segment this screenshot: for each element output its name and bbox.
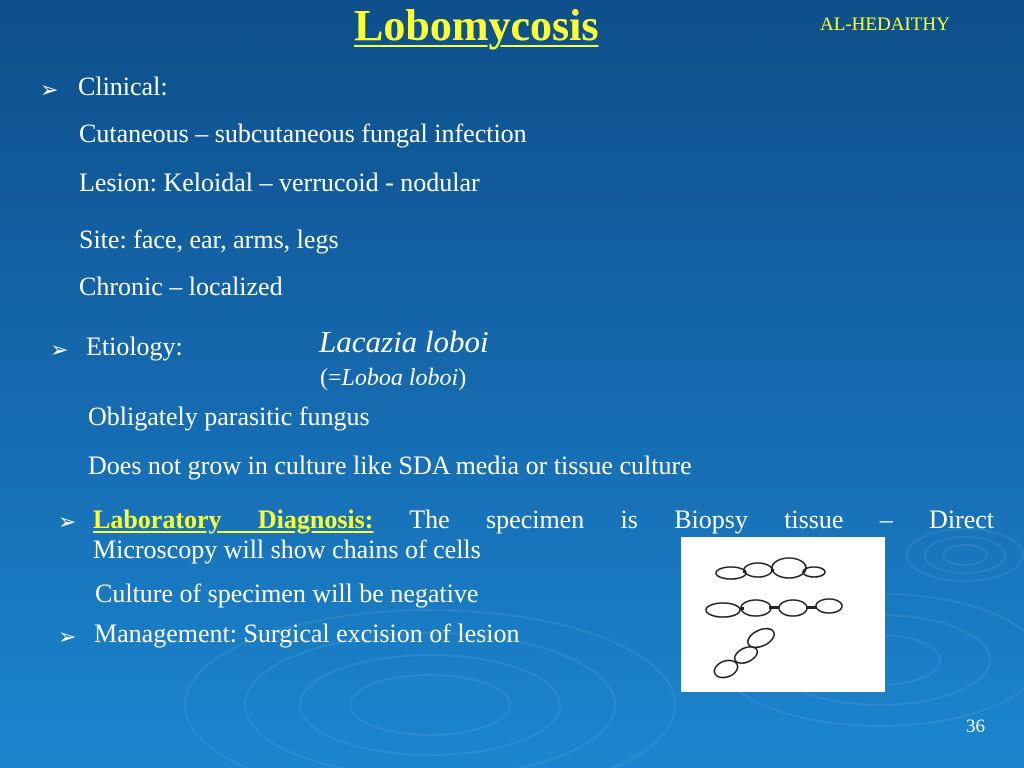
bullet-arrow-icon: ➢ (40, 77, 59, 102)
etiology-item: Does not grow in culture like SDA media or tissue culture (88, 451, 692, 480)
management-text: Management: Surgical excision of lesion (94, 619, 520, 648)
bullet-arrow-icon: ➢ (58, 624, 77, 649)
lab-diagnosis-text-continued: Microscopy will show chains of cells (93, 535, 481, 564)
slide-number: 36 (966, 716, 985, 737)
culture-note: Culture of specimen will be negative (95, 579, 479, 608)
organism-synonym: (=Loboa loboi) (320, 365, 467, 391)
lab-diagnosis-text: The specimen is Biopsy tissue – Direct (409, 505, 995, 534)
author-label: AL-HEDAITHY (820, 14, 950, 35)
clinical-item: Site: face, ear, arms, legs (79, 225, 339, 254)
bullet-arrow-icon: ➢ (58, 509, 77, 534)
clinical-item: Lesion: Keloidal – verrucoid - nodular (79, 168, 480, 197)
organism-name: Lacazia loboi (319, 324, 489, 359)
etiology-item: Obligately parasitic fungus (88, 402, 370, 431)
clinical-item: Cutaneous – subcutaneous fungal infection (79, 119, 527, 148)
clinical-heading: Clinical: (78, 72, 168, 101)
yeast-cells-chain-icon (681, 537, 885, 692)
lab-diagnosis-label: Laboratory Diagnosis: (93, 505, 374, 534)
etiology-heading: Etiology: (86, 332, 183, 361)
slide-title: Lobomycosis (354, 1, 599, 50)
yeast-chain-diagram (681, 537, 885, 692)
bullet-arrow-icon: ➢ (50, 337, 69, 362)
clinical-item: Chronic – localized (79, 272, 283, 301)
